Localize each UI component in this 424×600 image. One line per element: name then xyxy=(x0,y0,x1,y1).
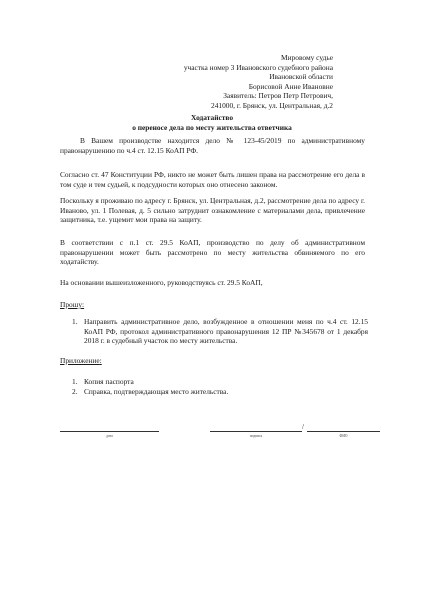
list-item xyxy=(72,377,368,387)
title-line-1: Ходатайство xyxy=(190,113,234,122)
addressee-line: Мировому судье xyxy=(281,53,333,62)
attachments-heading xyxy=(60,356,102,366)
list-item-text: Направить административное дело, возбужденное в отношении меня по ч.4 ст. 12.15 КоАП РФ, протокол административного правонарушения 12 ПР №345678 от 1 декабря 2018 г. в судебный участок по месту жительства. xyxy=(84,317,368,346)
attachments-list xyxy=(72,377,368,396)
addressee-line: участка номер 3 Ивановского судебного района xyxy=(183,62,333,72)
addressee-line: Ивановской области xyxy=(269,72,333,82)
paragraph-text: Согласно ст. 47 Конституции РФ, никто не может быть лишен права на рассмотрение его дела в том суде и тем судьей, к подсудности которых оно отнесено законом. xyxy=(60,170,365,189)
request-heading xyxy=(60,300,84,310)
list-item-text: Справка, подтверждающая место жительства. xyxy=(84,386,229,396)
date-field xyxy=(60,428,159,442)
paragraph-text: В соответствии с п.1 ст. 29.5 КоАП, производство по делу об административном правонарушении может быть рассмотрено по месту жительства обвиняемого по его ходатайству. xyxy=(60,238,365,267)
addressee-line: Заявитель: Петров Петр Петрович, xyxy=(223,91,333,101)
title-line-2: о переносе дела по месту жительства ответчика xyxy=(132,122,292,132)
signature-caption: подпись xyxy=(249,434,263,438)
paragraph-text: На основании вышеизложенного, руководствуясь ст. 29.5 КоАП, xyxy=(60,278,263,287)
list-number: 1. xyxy=(72,377,78,386)
request-label: Прошу xyxy=(60,300,83,309)
paragraph-text: В Вашем производстве находится дело № 123-45/2019 по административному правонарушению по ч.4 ст. 12.15 КоАП РФ. xyxy=(60,136,365,155)
request-list xyxy=(72,317,368,346)
paragraph xyxy=(60,170,365,189)
request-colon: : xyxy=(82,300,85,309)
list-number: 1. xyxy=(72,317,78,326)
signature-field xyxy=(210,428,302,442)
paragraph-text: Поскольку я проживаю по адресу г. Брянск, ул. Центральная, д.2, рассмотрение дела по адресу г. Иваново, ул. 1 Полевая, д. 5 сильно затруднит ознакомление с материалами дела, привлечение защитника, т.е. ущемит мои права на защиту. xyxy=(60,196,365,225)
list-item xyxy=(72,317,368,346)
paragraph xyxy=(60,136,365,155)
name-field xyxy=(307,428,380,442)
attachments-colon: : xyxy=(99,356,102,365)
signature-slash: / xyxy=(302,423,304,431)
paragraph xyxy=(60,196,365,225)
list-number: 2. xyxy=(72,386,78,396)
paragraph xyxy=(60,238,365,267)
document-title xyxy=(0,113,424,132)
paragraph xyxy=(60,278,365,288)
name-line xyxy=(307,431,380,432)
addressee-line: Борисовой Анне Ивановне xyxy=(248,81,333,91)
attachments-label: Приложение xyxy=(60,356,100,365)
addressee-line: 241000, г. Брянск, ул. Центральная, д.2 xyxy=(211,100,333,110)
date-caption: дата xyxy=(106,434,113,438)
addressee-block xyxy=(184,53,333,111)
signature-line xyxy=(210,431,302,432)
list-item-text: Копия паспорта xyxy=(84,377,134,386)
list-item xyxy=(72,387,368,397)
date-line xyxy=(60,431,159,432)
name-caption: ФИО xyxy=(339,434,348,438)
